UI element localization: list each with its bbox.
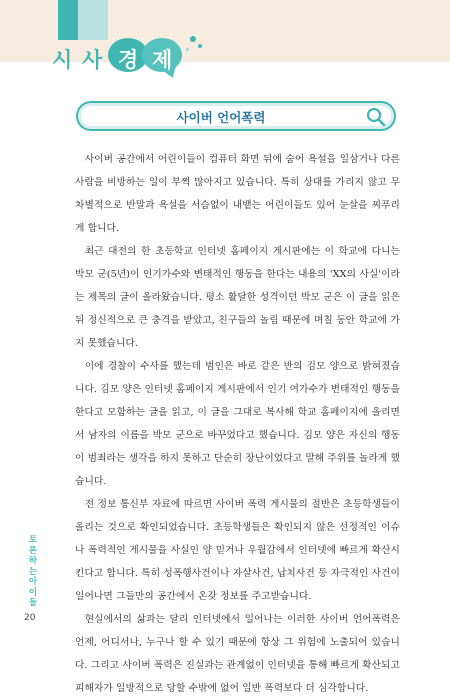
paragraph: 최근 대전의 한 초등학교 인터넷 홈페이지 게시판에는 이 학교에 다니는 박모 군(5년)이 인기가수와 변태적인 행동을 한다는 내용의 'XX의 사실'이라는 제목의 글이 올라왔습니다. 평소 활달한 성격이던 박모 군은 이 글을 읽은 뒤 정신적으로 큰 충격을 받았고, 친구들의 놀림 때문에 며칠 동안 학교에 가지 못했습니다. <box>75 246 400 349</box>
section-char-2: 사 <box>82 48 103 72</box>
paragraph: 사이버 공간에서 어린이들이 컴퓨터 화면 뒤에 숨어 욕설을 일삼거나 다른 사람을 비방하는 일이 부쩍 많아지고 있습니다. 특히 상대를 가리지 않고 무차별적으로 반말과 욕설을 서슴없이 내뱉는 어린이들도 있어 눈살을 찌푸리게 합니다. <box>75 154 400 234</box>
decor-dot <box>198 44 202 48</box>
section-char-1: 시 <box>52 48 73 72</box>
decor-dot <box>190 36 196 42</box>
decor-dot <box>186 48 189 51</box>
search-icon <box>366 107 386 127</box>
paragraph: 현실에서의 삶과는 달리 인터넷에서 일어나는 이러한 사이버 언어폭력은 언제, 어디서나, 누구나 할 수 있기 때문에 항상 그 위험에 노출되어 있습니다. 그리고 사이버 폭력은 진실과는 관계없이 인터넷을 통해 빠르게 확산되고 피해자가 일방적으로 당할 수밖에 없어 일반 폭력보다 더 심각합니다. <box>75 614 400 694</box>
book-side-label: 토론하는아이들 <box>28 535 38 608</box>
paragraph: 이에 경찰이 수사를 했는데 범인은 바로 같은 반의 김모 양으로 밝혀졌습니다. 김모 양은 인터넷 홈페이지 게시판에서 인기 여가수가 변태적인 행동을 한다고 모함하는 글을 읽고, 이 글을 그대로 복사해 학교 홈페이지에 올리면서 남자의 이름을 박모 군으로 바꾸었다고 했습니다. 김모 양은 자신의 행동이 범죄라는 생각을 하지 못하고 단순히 장난이었다고 말해 주위를 놀라게 했습니다. <box>75 361 400 487</box>
section-char-4: 제 <box>152 48 173 72</box>
section-char-3: 경 <box>118 48 139 72</box>
page-number: 20 <box>24 613 36 623</box>
topic-title: 사이버 언어폭력 <box>176 110 266 125</box>
article-body <box>75 148 400 700</box>
paragraph: 전 정보 통신부 자료에 따르면 사이버 폭력 게시물의 절반은 초등학생들이 올리는 것으로 확인되었습니다. 초등학생들은 확인되지 않은 선정적인 이슈나 폭력적인 게시물을 사실인 양 믿거나 우월감에서 인터넷에 빠르게 확산시킨다고 합니다. 특히 성폭행사건이나 자살사건, 납치사건 등 자극적인 사건이 일어나면 그들만의 공간에서 온갖 정보를 주고받습니다. <box>75 499 400 602</box>
topic-search-bar <box>76 101 396 131</box>
section-logo <box>40 34 210 82</box>
